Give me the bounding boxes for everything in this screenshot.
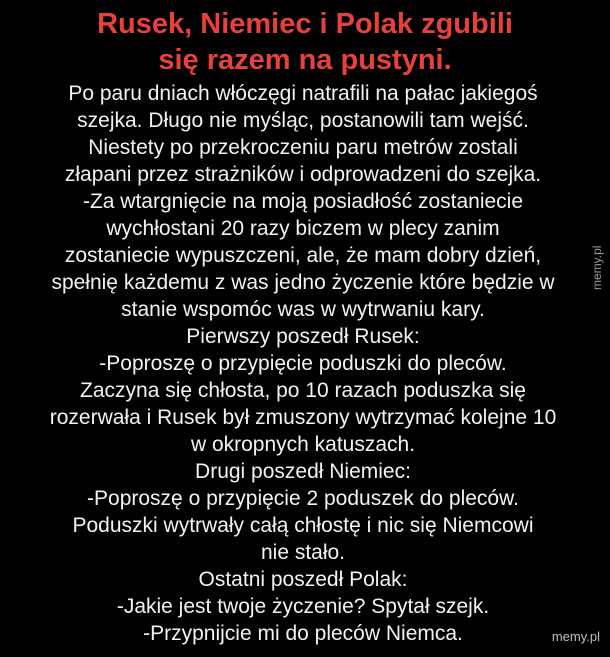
story-line: Po paru dniach włóczęgi natrafili na pałac jakiegoś [68,82,538,105]
story-line: nie stało. [260,541,346,564]
corner-watermark: memy.pl [551,629,600,644]
story-line: Zaczyna się chłosta, po 10 razach poduszka się [80,379,526,402]
title-line: się razem na pustyni. [158,44,452,76]
story-line: Poduszki wytrwały całą chłostę i nic się Niemcowi [72,514,534,537]
story-line: złapani przez strażników i odprowadzeni do szejka. [64,163,542,186]
story-line: -Przypnijcie mi do pleców Niemca. [143,622,463,645]
story-line: wychłostani 20 razy biczem w plecy zanim [106,217,500,240]
story-line: szejka. Długo nie myśląc, postanowili tam wejść. [77,109,529,132]
story-line: Pierwszy poszedł Rusek: [186,325,420,348]
meme-title [20,6,590,78]
meme-story-text [14,80,592,647]
story-line: -Poproszę o przypięcie poduszki do pleców. [99,352,507,375]
title-line: Rusek, Niemiec i Polak zgubili [97,8,513,40]
story-line: -Jakie jest twoje życzenie? Spytał szejk. [116,595,490,618]
story-line: Niestety po przekroczeniu paru metrów zostali [88,136,518,159]
story-line: spełnię każdemu z was jedno życzenie które będzie w [51,271,555,294]
story-line: Drugi poszedł Niemiec: [195,460,411,483]
story-line: -Za wtargnięcie na moją posiadłość zostaniecie [82,190,524,213]
story-line: Ostatni poszedł Polak: [198,568,408,591]
story-line: zostaniecie wypuszczeni, ale, że mam dobry dzień, [64,244,542,267]
side-watermark: memy.pl [590,245,604,290]
story-line: stanie wspomóc was w wytrwaniu kary. [121,298,485,321]
story-line: w okropnych katuszach. [190,433,416,456]
story-line: -Poproszę o przypięcie 2 poduszek do pleców. [87,487,519,510]
story-line: rozerwała i Rusek był zmuszony wytrzymać kolejne 10 [49,406,557,429]
